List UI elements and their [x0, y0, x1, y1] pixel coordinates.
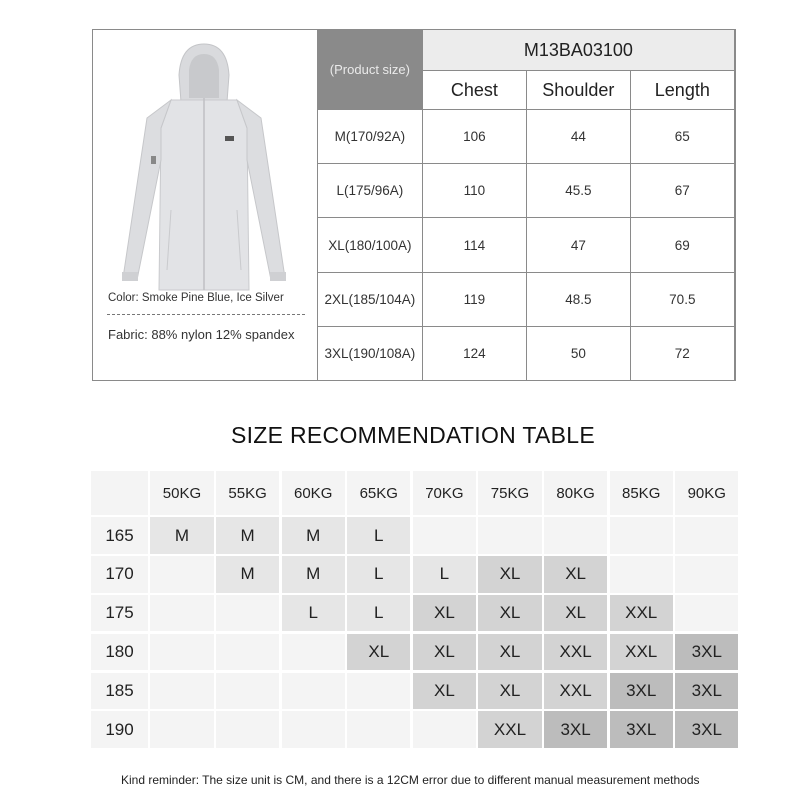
size-cell [478, 517, 541, 553]
table-corner [91, 471, 148, 515]
size-cell [413, 517, 476, 553]
product-size-header: (Product size) [318, 30, 423, 110]
size-cell: 3XL [610, 673, 673, 709]
size-cell: XL [413, 673, 476, 709]
weight-header: 75KG [478, 471, 541, 515]
size-cell [216, 711, 279, 747]
weight-header: 70KG [413, 471, 476, 515]
size-cell [216, 673, 279, 709]
size-cell: M [282, 556, 345, 592]
table-row [318, 218, 735, 273]
size-cell: XXL [478, 711, 541, 747]
size-cell [610, 556, 673, 592]
size-cell: L [347, 595, 410, 631]
model-code: M13BA03100 [422, 30, 734, 71]
chest-value: 119 [422, 273, 526, 327]
size-cell: XXL [610, 595, 673, 631]
size-cell [282, 634, 345, 670]
size-cell [216, 595, 279, 631]
size-cell: 3XL [675, 634, 738, 670]
size-cell [150, 673, 213, 709]
size-label: M(170/92A) [318, 110, 423, 164]
size-cell: XL [478, 595, 541, 631]
size-cell: L [347, 517, 410, 553]
chest-value: 106 [422, 110, 526, 164]
size-cell: L [413, 556, 476, 592]
height-label: 190 [91, 711, 148, 747]
size-cell [282, 673, 345, 709]
size-cell [675, 595, 738, 631]
size-cell: XL [413, 634, 476, 670]
size-cell: XXL [544, 673, 607, 709]
size-cell [150, 711, 213, 747]
size-cell: XL [544, 556, 607, 592]
column-header-shoulder: Shoulder [527, 71, 631, 110]
size-cell: M [150, 517, 213, 553]
product-info-box [92, 29, 736, 381]
size-cell [675, 556, 738, 592]
shoulder-value: 50 [527, 327, 631, 381]
size-label: XL(180/100A) [318, 218, 423, 273]
size-cell [216, 634, 279, 670]
length-value: 69 [630, 218, 734, 273]
weight-header: 60KG [282, 471, 345, 515]
size-label: 3XL(190/108A) [318, 327, 423, 381]
table-row [318, 327, 735, 381]
product-size-table [317, 29, 735, 381]
size-cell: 3XL [544, 711, 607, 747]
weight-header: 50KG [150, 471, 213, 515]
weight-header: 85KG [610, 471, 673, 515]
size-cell [413, 711, 476, 747]
size-cell [150, 556, 213, 592]
length-value: 65 [630, 110, 734, 164]
chest-value: 114 [422, 218, 526, 273]
size-cell: XL [347, 634, 410, 670]
size-cell: XXL [544, 634, 607, 670]
kind-reminder: Kind reminder: The size unit is CM, and there is a 12CM error due to different manual measurement methods [121, 773, 700, 787]
table-row [318, 164, 735, 218]
height-label: 180 [91, 634, 148, 670]
table-row [318, 110, 735, 164]
divider [107, 314, 305, 315]
weight-header: 55KG [216, 471, 279, 515]
shoulder-value: 47 [527, 218, 631, 273]
size-cell [675, 517, 738, 553]
size-cell [610, 517, 673, 553]
jacket-image [109, 40, 299, 310]
size-cell [150, 595, 213, 631]
height-label: 170 [91, 556, 148, 592]
size-cell [347, 711, 410, 747]
size-cell: M [216, 556, 279, 592]
size-cell: XXL [610, 634, 673, 670]
size-cell: M [216, 517, 279, 553]
product-photo-panel [93, 30, 318, 380]
weight-header: 65KG [347, 471, 410, 515]
size-cell: 3XL [675, 673, 738, 709]
size-cell [150, 634, 213, 670]
length-value: 67 [630, 164, 734, 218]
size-cell: XL [478, 673, 541, 709]
column-header-chest: Chest [422, 71, 526, 110]
size-cell: 3XL [610, 711, 673, 747]
size-cell: 3XL [675, 711, 738, 747]
length-value: 70.5 [630, 273, 734, 327]
size-cell [347, 673, 410, 709]
height-label: 175 [91, 595, 148, 631]
weight-header: 80KG [544, 471, 607, 515]
chest-value: 124 [422, 327, 526, 381]
shoulder-value: 44 [527, 110, 631, 164]
table-row [318, 273, 735, 327]
size-cell [282, 711, 345, 747]
recommendation-title: SIZE RECOMMENDATION TABLE [230, 422, 596, 448]
chest-value: 110 [422, 164, 526, 218]
fabric-text: Fabric: 88% nylon 12% spandex [108, 327, 295, 342]
length-value: 72 [630, 327, 734, 381]
size-cell: XL [478, 634, 541, 670]
size-cell: XL [544, 595, 607, 631]
weight-header: 90KG [675, 471, 738, 515]
column-header-length: Length [630, 71, 734, 110]
shoulder-value: 45.5 [527, 164, 631, 218]
size-cell: L [347, 556, 410, 592]
shoulder-value: 48.5 [527, 273, 631, 327]
size-cell: L [282, 595, 345, 631]
size-cell: XL [413, 595, 476, 631]
size-label: L(175/96A) [318, 164, 423, 218]
color-text: Color: Smoke Pine Blue, Ice Silver [108, 292, 284, 304]
size-cell: M [282, 517, 345, 553]
size-cell: XL [478, 556, 541, 592]
height-label: 165 [91, 517, 148, 553]
height-label: 185 [91, 673, 148, 709]
size-cell [544, 517, 607, 553]
size-label: 2XL(185/104A) [318, 273, 423, 327]
